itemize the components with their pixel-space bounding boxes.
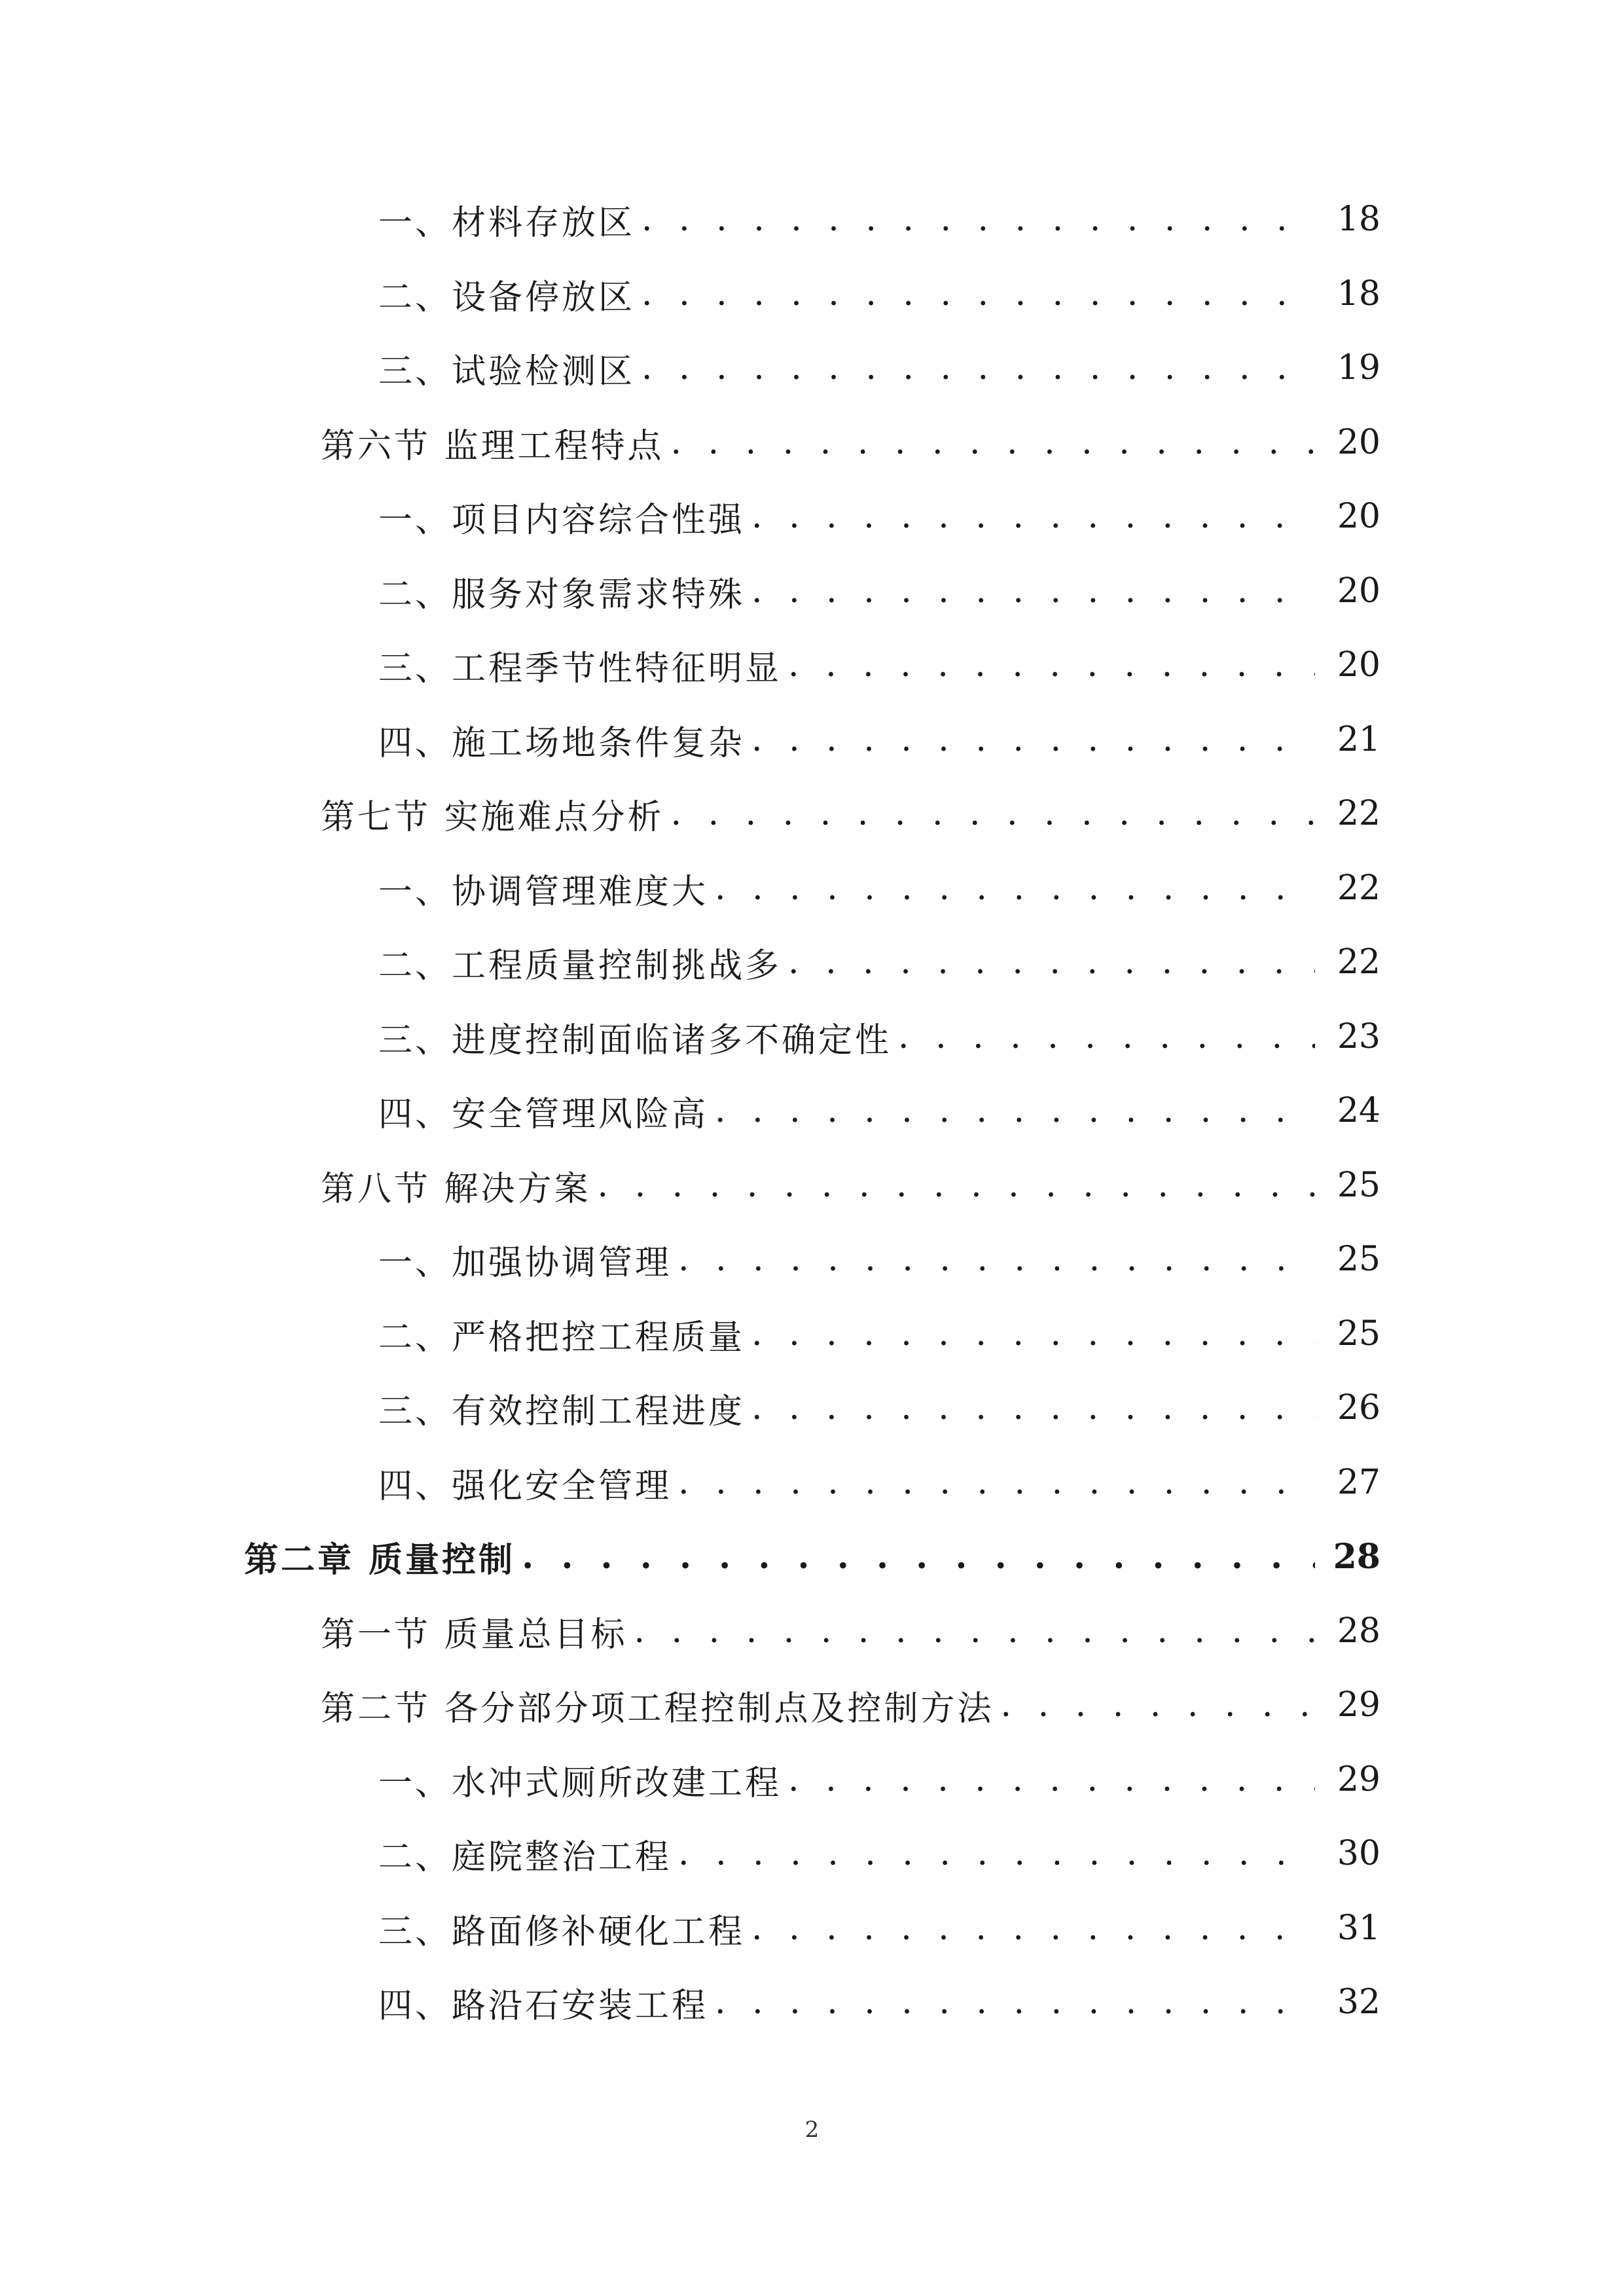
- toc-dot-leader: [1001, 1685, 1315, 1725]
- toc-entry-title: 一、项目内容综合性强: [378, 500, 746, 540]
- toc-entry-label-wrap: [378, 1085, 1323, 1137]
- toc-dot-leader: [678, 1463, 1315, 1502]
- toc-entry-label-wrap: [378, 193, 1323, 245]
- toc-entry-page-number: 28: [1333, 1536, 1380, 1577]
- toc-entry-page-number: 31: [1337, 1909, 1380, 1948]
- toc-entry-label-wrap: [378, 1382, 1323, 1434]
- toc-entry-title: 三、试验检测区: [378, 351, 636, 391]
- footer-page-number: 2: [804, 2117, 820, 2143]
- toc-dot-leader: [751, 497, 1315, 536]
- toc-entry-item[interactable]: [0, 1753, 1624, 1806]
- toc-entry-label-wrap: [321, 787, 1323, 840]
- toc-dot-leader: [751, 1909, 1315, 1948]
- toc-entry-page-number: 29: [1337, 1685, 1380, 1725]
- toc-entry-label-wrap: [378, 936, 1323, 988]
- toc-entry-label-wrap: [321, 1605, 1323, 1657]
- toc-entry-page-number: 19: [1337, 348, 1380, 387]
- toc-entry-label-wrap: [378, 1011, 1323, 1063]
- toc-entry-item[interactable]: [0, 1827, 1624, 1880]
- toc-entry-page-number: 18: [1337, 200, 1380, 239]
- toc-entry-title: 四、施工场地条件复杂: [378, 723, 746, 763]
- toc-entry-page-number: 22: [1337, 942, 1380, 982]
- toc-entry-item[interactable]: [0, 1085, 1624, 1137]
- toc-entry-title: 二、庭院整治工程: [378, 1837, 672, 1877]
- toc-entry-page-number: 18: [1337, 274, 1380, 314]
- toc-entry-title: 第六节 监理工程特点: [321, 426, 664, 466]
- toc-entry-item[interactable]: [0, 490, 1624, 543]
- toc-dot-leader: [641, 200, 1315, 239]
- toc-entry-section[interactable]: [0, 1605, 1624, 1657]
- toc-dot-leader: [751, 1314, 1315, 1354]
- toc-dot-leader: [641, 274, 1315, 314]
- toc-dot-leader: [715, 869, 1315, 908]
- toc-entry-item[interactable]: [0, 1308, 1624, 1360]
- toc-entry-title: 一、水冲式厕所改建工程: [378, 1763, 782, 1803]
- toc-entry-label-wrap: [321, 416, 1323, 469]
- toc-entry-page-number: 25: [1337, 1166, 1380, 1205]
- toc-entry-page-number: 25: [1337, 1240, 1380, 1279]
- toc-entry-label-wrap: [244, 1530, 1323, 1583]
- toc-entry-section[interactable]: [0, 787, 1624, 840]
- toc-entry-page-number: 22: [1337, 794, 1380, 833]
- toc-dot-leader: [678, 1834, 1315, 1873]
- toc-entry-page-number: 20: [1337, 497, 1380, 536]
- toc-entry-page-number: 22: [1337, 869, 1380, 908]
- toc-entry-page-number: 28: [1337, 1611, 1380, 1651]
- toc-dot-leader: [671, 794, 1315, 833]
- toc-entry-item[interactable]: [0, 1011, 1624, 1063]
- toc-entry-title: 一、协调管理难度大: [378, 872, 709, 912]
- toc-entry-label-wrap: [378, 342, 1323, 394]
- toc-entry-title: 二、严格把控工程质量: [378, 1318, 746, 1357]
- toc-entry-item[interactable]: [0, 342, 1624, 394]
- toc-entry-label-wrap: [321, 1159, 1323, 1211]
- toc-entry-item[interactable]: [0, 639, 1624, 691]
- toc-entry-page-number: 29: [1337, 1760, 1380, 1799]
- toc-dot-leader: [751, 1388, 1315, 1427]
- toc-entry-page-number: 30: [1337, 1834, 1380, 1873]
- toc-entry-label-wrap: [378, 639, 1323, 691]
- toc-entry-label-wrap: [378, 1753, 1323, 1806]
- toc-entry-title: 第八节 解决方案: [321, 1169, 591, 1209]
- toc-entry-title: 第二节 各分部分项工程控制点及控制方法: [321, 1689, 994, 1729]
- toc-entry-title: 第二章 质量控制: [244, 1539, 516, 1580]
- toc-entry-label-wrap: [378, 490, 1323, 543]
- toc-dot-leader: [751, 720, 1315, 759]
- toc-entry-section[interactable]: [0, 1159, 1624, 1211]
- toc-entry-title: 三、工程季节性特征明显: [378, 649, 782, 689]
- toc-entry-page-number: 24: [1337, 1091, 1380, 1130]
- toc-entry-title: 第七节 实施难点分析: [321, 797, 664, 837]
- toc-entry-page-number: 20: [1337, 423, 1380, 462]
- toc-entry-item[interactable]: [0, 1456, 1624, 1509]
- toc-entry-label-wrap: [378, 1902, 1323, 1954]
- toc-dot-leader: [522, 1537, 1315, 1577]
- toc-entry-page-number: 27: [1337, 1463, 1380, 1502]
- toc-entry-item[interactable]: [0, 1233, 1624, 1285]
- toc-entry-title: 三、进度控制面临诸多不确定性: [378, 1020, 892, 1060]
- toc-entry-title: 第一节 质量总目标: [321, 1615, 628, 1655]
- toc-entry-label-wrap: [378, 565, 1323, 617]
- toc-entry-label-wrap: [321, 1679, 1323, 1731]
- toc-entry-page-number: 25: [1337, 1314, 1380, 1354]
- toc-dot-leader: [671, 423, 1315, 462]
- toc-entry-title: 二、工程质量控制挑战多: [378, 946, 782, 986]
- toc-dot-leader: [788, 1760, 1315, 1799]
- toc-entry-item[interactable]: [0, 1902, 1624, 1954]
- toc-entry-label-wrap: [378, 268, 1323, 320]
- toc-entry-item[interactable]: [0, 193, 1624, 245]
- toc-entry-page-number: 20: [1337, 571, 1380, 611]
- toc-dot-leader: [788, 942, 1315, 982]
- toc-entry-item[interactable]: [0, 268, 1624, 320]
- toc-entry-label-wrap: [378, 713, 1323, 766]
- toc-entry-title: 四、安全管理风险高: [378, 1094, 709, 1134]
- toc-entry-chapter[interactable]: [0, 1530, 1624, 1583]
- toc-entry-label-wrap: [378, 1456, 1323, 1509]
- toc-dot-leader: [678, 1240, 1315, 1279]
- toc-dot-leader: [598, 1166, 1315, 1205]
- toc-dot-leader: [641, 348, 1315, 387]
- toc-entry-item[interactable]: [0, 862, 1624, 914]
- toc-entry-page-number: 20: [1337, 645, 1380, 685]
- toc-entry-label-wrap: [378, 1976, 1323, 2028]
- toc-entry-section[interactable]: [0, 1679, 1624, 1731]
- toc-entry-title: 四、路沿石安装工程: [378, 1986, 709, 2026]
- toc-entry-title: 三、路面修补硬化工程: [378, 1912, 746, 1952]
- toc-dot-leader: [634, 1611, 1315, 1651]
- toc-entry-title: 二、服务对象需求特殊: [378, 575, 746, 615]
- toc-entry-item[interactable]: [0, 936, 1624, 988]
- toc-entry-title: 二、设备停放区: [378, 278, 636, 317]
- toc-dot-leader: [751, 571, 1315, 611]
- toc-entry-page-number: 26: [1337, 1388, 1380, 1427]
- toc-entry-label-wrap: [378, 1308, 1323, 1360]
- toc-entry-title: 四、强化安全管理: [378, 1466, 672, 1506]
- toc-entry-item[interactable]: [0, 565, 1624, 617]
- toc-entry-item[interactable]: [0, 1382, 1624, 1434]
- toc-entry-label-wrap: [378, 1233, 1323, 1285]
- toc-entry-title: 一、材料存放区: [378, 203, 636, 243]
- toc-entry-item[interactable]: [0, 1976, 1624, 2028]
- toc-entry-title: 一、加强协调管理: [378, 1243, 672, 1283]
- toc-entry-label-wrap: [378, 862, 1323, 914]
- toc-entry-section[interactable]: [0, 416, 1624, 469]
- toc-entry-page-number: 32: [1337, 1982, 1380, 2022]
- toc-dot-leader: [898, 1017, 1315, 1056]
- toc-dot-leader: [715, 1091, 1315, 1130]
- toc-entry-page-number: 23: [1337, 1017, 1380, 1056]
- toc-entry-title: 三、有效控制工程进度: [378, 1391, 746, 1431]
- toc-entry-label-wrap: [378, 1827, 1323, 1880]
- toc-dot-leader: [715, 1982, 1315, 2022]
- toc-entry-page-number: 21: [1337, 720, 1380, 759]
- toc-entry-item[interactable]: [0, 713, 1624, 766]
- toc-dot-leader: [788, 645, 1315, 685]
